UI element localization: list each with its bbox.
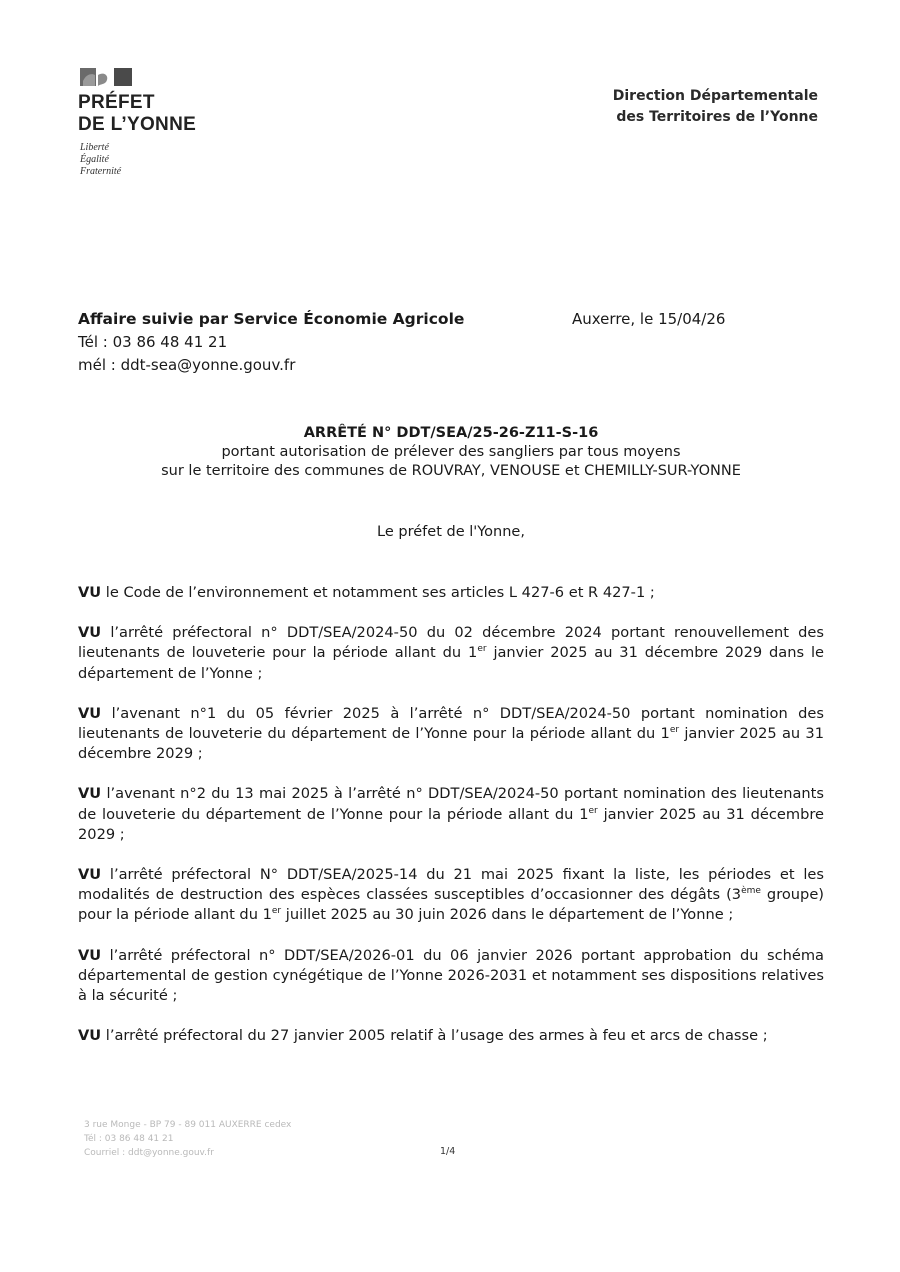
motto-liberte: Liberté: [80, 142, 109, 153]
page-number: 1/4: [440, 1146, 456, 1157]
ordinal-sup: er: [477, 644, 487, 655]
issuing-direction: [613, 86, 818, 128]
vu-label: VU: [78, 785, 102, 803]
vu-text: juillet 2025 au 30 juin 2026 dans le département de l’Yonne ;: [281, 906, 734, 924]
contact-block: [78, 308, 464, 377]
vu-label: VU: [78, 1027, 102, 1045]
contact-email: mél : ddt-sea@yonne.gouv.fr: [78, 356, 296, 374]
ordinal-sup: ème: [741, 886, 761, 897]
footer-email: Courriel : ddt@yonne.gouv.fr: [84, 1148, 214, 1158]
arrete-title: [78, 424, 824, 481]
vu-text: l’avenant n°2 du 13 mai 2025 à l’arrêté n° DDT/SEA/2024-50 portant nomination des lieutenants de louveterie du département de l’Yonne pour la période allant du 1: [78, 785, 824, 823]
vu-label: VU: [78, 584, 102, 601]
place-date: Auxerre, le 15/04/26: [572, 310, 726, 328]
vu-paragraph: [78, 623, 824, 684]
affaire-suivie: Affaire suivie par Service Économie Agricole: [78, 310, 465, 328]
vu-text: l’arrêté préfectoral du 27 janvier 2005 relatif à l’usage des armes à feu et arcs de chasse ;: [101, 1027, 768, 1045]
vu-label: VU: [78, 624, 102, 642]
logo-line-2: DE L’YONNE: [78, 114, 197, 135]
logo-line-1: PRÉFET: [78, 92, 155, 113]
vu-text: l’arrêté préfectoral N° DDT/SEA/2025-14 du 21 mai 2025 fixant la liste, les périodes et les modalités de destruction des espèces classées susceptibles d’occasionner des dégâts (3: [78, 866, 824, 904]
motto-egalite: Égalité: [80, 154, 109, 165]
vu-paragraph: [78, 784, 824, 845]
vu-paragraph: [78, 1026, 824, 1046]
vu-text: l’avenant n°1 du 05 février 2025 à l’arrêté n° DDT/SEA/2024-50 portant nomination des lieutenants de louveterie du département de l’Yonne pour la période allant du 1: [78, 704, 824, 743]
marianne-logo: [80, 68, 132, 86]
vu-label: VU: [78, 704, 102, 722]
vu-text: groupe) pour la période allant du 1: [78, 886, 824, 924]
vu-text: le Code de l’environnement et notamment ses articles L 427-6 et R 427-1 ;: [101, 584, 655, 601]
vu-paragraph: [78, 865, 824, 926]
vu-text: janvier 2025 au 31 décembre 2029 ;: [78, 725, 824, 763]
prefet-line: Le préfet de l'Yonne,: [377, 524, 525, 540]
republic-motto: [80, 142, 121, 178]
ordinal-sup: er: [271, 906, 282, 917]
vu-paragraph: [78, 583, 824, 603]
vu-paragraph: [78, 704, 824, 765]
arrete-subject-2: sur le territoire des communes de ROUVRAY, VENOUSE et CHEMILLY-SUR-YONNE: [161, 463, 741, 479]
arrete-subject-1: portant autorisation de prélever des sangliers par tous moyens: [221, 444, 681, 460]
contact-tel: Tél : 03 86 48 41 21: [78, 333, 228, 351]
vu-text: l’arrêté préfectoral n° DDT/SEA/2024-50 du 02 décembre 2024 portant renouvellement des lieutenants de louveterie pour la période allant du 1: [78, 624, 824, 662]
direction-line-2: des Territoires de l’Yonne: [616, 109, 818, 125]
vu-label: VU: [78, 946, 102, 964]
motto-fraternite: Fraternité: [80, 166, 122, 177]
document-body: [78, 583, 824, 1066]
vu-paragraph: [78, 946, 824, 1007]
vu-text: l’arrêté préfectoral n° DDT/SEA/2026-01 du 06 janvier 2026 portant approbation du schéma départemental de gestion cynégétique de l’Yonne 2026-2031 et notamment ses dispositions relatives à la sécurité ;: [78, 946, 824, 1005]
prefet-logo-title: [78, 92, 196, 136]
footer-address: [84, 1118, 291, 1160]
footer-street: 3 rue Monge - BP 79 - 89 011 AUXERRE cedex: [84, 1120, 292, 1130]
direction-line-1: Direction Départementale: [612, 88, 818, 104]
vu-text: janvier 2025 au 31 décembre 2029 dans le département de l’Yonne ;: [78, 644, 824, 682]
ordinal-sup: er: [588, 805, 598, 816]
vu-label: VU: [78, 866, 102, 884]
ordinal-sup: er: [669, 725, 680, 736]
vu-text: janvier 2025 au 31 décembre 2029 ;: [78, 805, 824, 843]
footer-tel: Tél : 03 86 48 41 21: [84, 1134, 174, 1144]
arrete-number: ARRÊTÉ N° DDT/SEA/25-26-Z11-S-16: [303, 425, 599, 441]
